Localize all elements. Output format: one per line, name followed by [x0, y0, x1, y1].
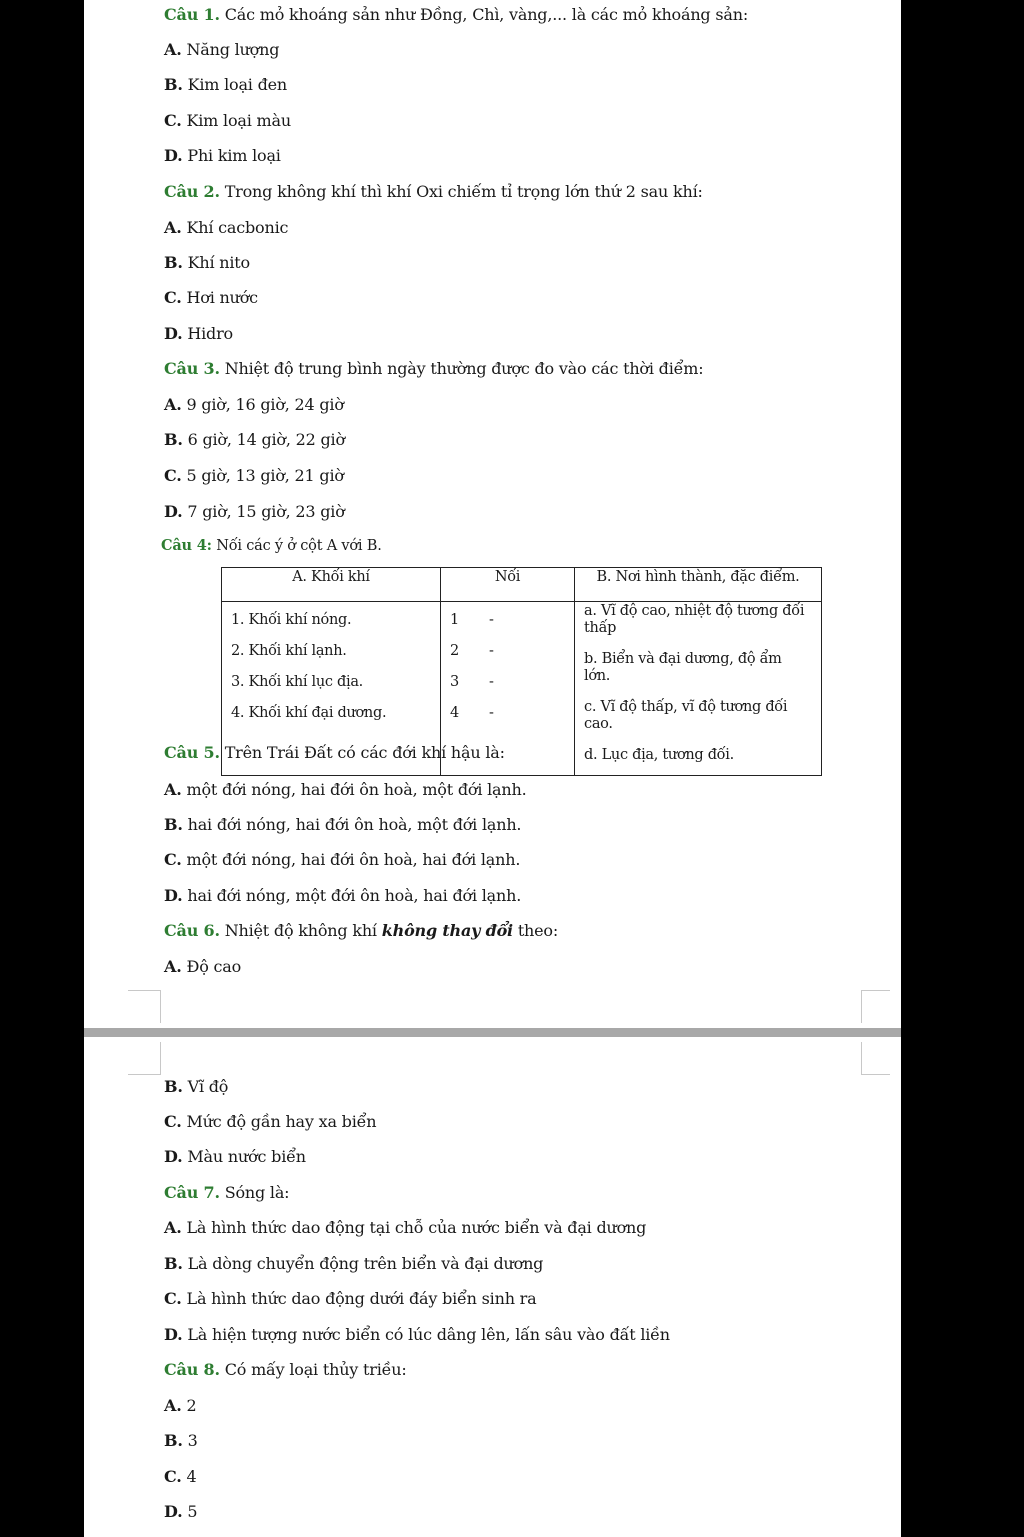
page-break [84, 1028, 901, 1037]
option-6b: B. Vĩ độ [164, 1077, 229, 1096]
option-8c: C. 4 [164, 1467, 197, 1486]
option-3a: A. 9 giờ, 16 giờ, 24 giờ [164, 395, 344, 414]
corner-mark [128, 990, 161, 1023]
table-cell: 1. Khối khí nóng. [231, 612, 352, 628]
table-cell: 4 - [450, 705, 494, 721]
question-7: Câu 7. Sóng là: [164, 1183, 290, 1202]
table-cell: 2 - [450, 643, 494, 659]
option-5d: D. hai đới nóng, một đới ôn hoà, hai đới lạnh. [164, 886, 522, 905]
document-page-1 [84, 0, 901, 1028]
option-6c: C. Mức độ gần hay xa biển [164, 1112, 377, 1131]
option-3d: D. 7 giờ, 15 giờ, 23 giờ [164, 502, 345, 521]
option-6d: D. Màu nước biển [164, 1147, 306, 1166]
question-1 [164, 5, 748, 24]
option-5c: C. một đới nóng, hai đới ôn hoà, hai đới lạnh. [164, 850, 521, 869]
option-6a: A. Độ cao [164, 957, 242, 976]
table-cell: 3 - [450, 674, 494, 690]
question-2: Câu 2. Trong không khí thì khí Oxi chiếm tỉ trọng lớn thứ 2 sau khí: [164, 182, 703, 201]
table-header-a: A. Khối khí [222, 568, 441, 602]
option-3c: C. 5 giờ, 13 giờ, 21 giờ [164, 466, 344, 485]
table-cell: c. Vĩ độ thấp, vĩ độ tương đối cao. [584, 699, 788, 732]
table-cell: 4. Khối khí đại dương. [231, 705, 387, 721]
option-1b: B. Kim loại đen [164, 75, 288, 94]
table-cell: d. Lục địa, tương đối. [584, 747, 734, 763]
question-8: Câu 8. Có mấy loại thủy triều: [164, 1360, 407, 1379]
option-5b: B. hai đới nóng, hai đới ôn hoà, một đới lạnh. [164, 815, 522, 834]
option-7a: A. Là hình thức dao động tại chỗ của nước biển và đại dương [164, 1218, 647, 1237]
table-header-b: B. Nơi hình thành, đặc điểm. [575, 568, 822, 602]
option-2b: B. Khí nito [164, 253, 250, 272]
question-5: Câu 5. Trên Trái Đất có các đới khí hậu là: [164, 743, 505, 762]
option-2c: C. Hơi nước [164, 288, 258, 307]
document-page-2 [84, 1037, 901, 1537]
table-cell: 1 - [450, 612, 494, 628]
table-cell: 3. Khối khí lục địa. [231, 674, 363, 690]
option-2d: D. Hidro [164, 324, 233, 343]
question-number: Câu 1. [164, 5, 220, 24]
table-cell: a. Vĩ độ cao, nhiệt độ tương đối thấp [584, 603, 805, 636]
option-3b: B. 6 giờ, 14 giờ, 22 giờ [164, 430, 345, 449]
option-7b: B. Là dòng chuyển động trên biển và đại dương [164, 1254, 544, 1273]
table-cell: 2. Khối khí lạnh. [231, 643, 347, 659]
option-2a: A. Khí cacbonic [164, 218, 289, 237]
option-7d: D. Là hiện tượng nước biển có lúc dâng lên, lấn sâu vào đất liền [164, 1325, 670, 1344]
question-3: Câu 3. Nhiệt độ trung bình ngày thường được đo vào các thời điểm: [164, 359, 704, 378]
question-text: Các mỏ khoáng sản như Đồng, Chì, vàng,... là các mỏ khoáng sản: [224, 5, 749, 24]
option-5a: A. một đới nóng, hai đới ôn hoà, một đới lạnh. [164, 780, 527, 799]
option-8b: B. 3 [164, 1431, 198, 1450]
column-b [575, 602, 822, 776]
option-8d: D. 5 [164, 1502, 198, 1521]
option-1d: D. Phi kim loại [164, 146, 281, 165]
table-cell: b. Biển và đại dương, độ ẩm lớn. [584, 651, 782, 684]
question-4: Câu 4: Nối các ý ở cột A với B. [161, 537, 382, 554]
option-7c: C. Là hình thức dao động dưới đáy biển sinh ra [164, 1289, 537, 1308]
corner-mark [128, 1042, 161, 1075]
question-6: Câu 6. Nhiệt độ không khí không thay đổi theo: [164, 921, 559, 940]
option-8a: A. 2 [164, 1396, 197, 1415]
corner-mark [861, 1042, 890, 1075]
table-header-link: Nối [441, 568, 575, 602]
option-1c: C. Kim loại màu [164, 111, 291, 130]
option-1a: A. Năng lượng [164, 40, 280, 59]
corner-mark [861, 990, 890, 1023]
